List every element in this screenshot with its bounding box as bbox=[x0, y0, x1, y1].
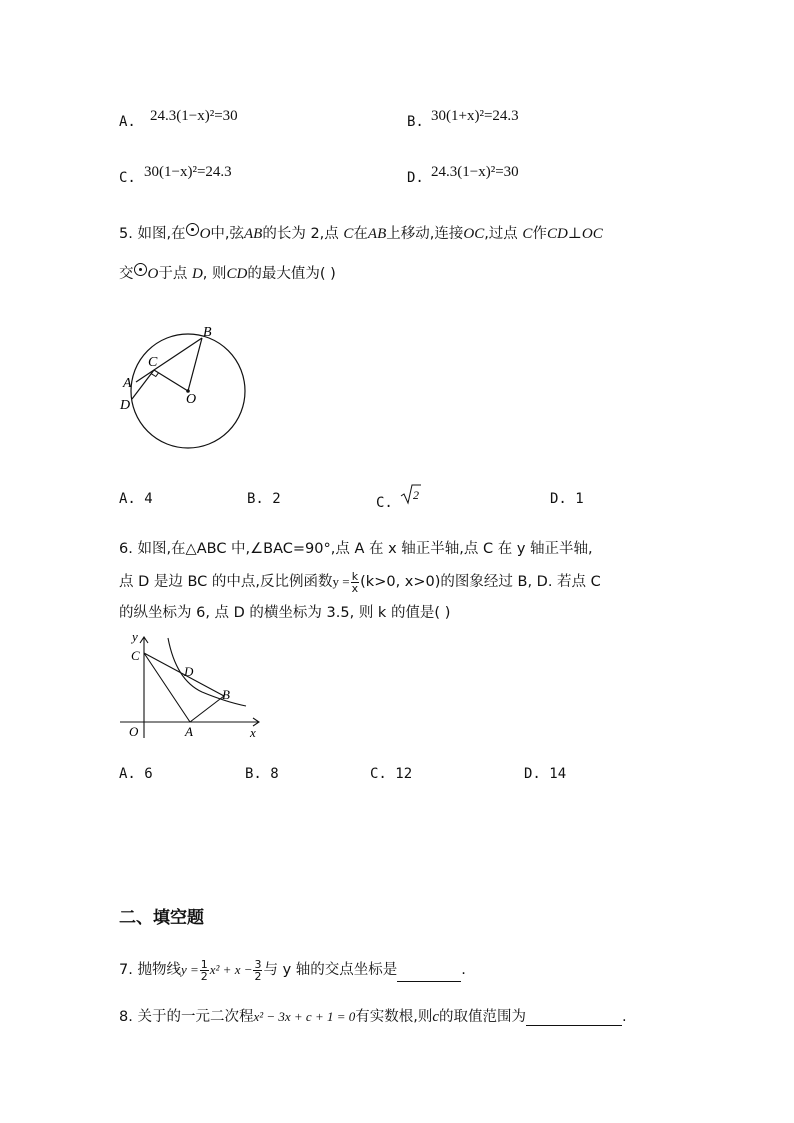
q7-y-eq: y = bbox=[180, 962, 199, 977]
q5-text: 交 bbox=[119, 266, 134, 282]
q4-option-d-label: D. bbox=[407, 170, 424, 186]
circle-dot-symbol bbox=[134, 263, 147, 276]
q7-period: . bbox=[461, 962, 466, 978]
q5-text: , 则 bbox=[202, 266, 227, 282]
q6-label-d: D bbox=[184, 664, 194, 679]
sqrt-symbol bbox=[400, 483, 422, 505]
q4-option-b-label: B. bbox=[407, 114, 424, 130]
q6-line1: 6. 如图,在△ABC 中,∠BAC=90°,点 A 在 x 轴正半轴,点 C 在 y 轴正半轴, bbox=[119, 541, 593, 557]
q5-cd-perp-oc: CD⊥OC bbox=[546, 226, 603, 242]
q7-text: 7. 抛物线 bbox=[119, 962, 181, 978]
q4-option-d-expr: 24.3(1−x)²=30 bbox=[431, 164, 519, 180]
q5-c: C bbox=[522, 226, 533, 242]
q8-period: . bbox=[622, 1009, 627, 1025]
q8-text: 的取值范围为 bbox=[439, 1009, 527, 1025]
q6-label-a: A bbox=[185, 724, 193, 739]
q8-text: 有实数根,则 bbox=[355, 1009, 433, 1025]
q6-fraction-k-over-x bbox=[351, 571, 360, 594]
q6-label-o: O bbox=[129, 724, 139, 739]
q5-circle-o: O bbox=[199, 226, 211, 242]
q4-option-a-label: A. bbox=[119, 114, 136, 130]
q5-cd: CD bbox=[226, 266, 248, 282]
q5-label-a: A bbox=[123, 376, 132, 391]
q7-line bbox=[119, 958, 466, 982]
q5-text: 的长为 2,点 bbox=[262, 226, 344, 242]
q6-line3: 的纵坐标为 6, 点 D 的横坐标为 3.5, 则 k 的值是( ) bbox=[119, 605, 451, 621]
q6-label-x: x bbox=[250, 725, 256, 740]
q5-circle-figure bbox=[110, 318, 260, 458]
q7-frac1-den: 2 bbox=[200, 969, 208, 983]
q6-frac-num: k bbox=[351, 569, 359, 583]
q5-label-d: D bbox=[120, 398, 131, 413]
q5-text: 于点 bbox=[158, 266, 192, 282]
q6-label-c: C bbox=[131, 648, 140, 663]
q7-fraction-half bbox=[200, 959, 209, 982]
q6-option-a: A. 6 bbox=[119, 766, 153, 782]
q4-option-b-expr: 30(1+x)²=24.3 bbox=[431, 108, 519, 124]
q6-option-c: C. 12 bbox=[370, 766, 413, 782]
q5-option-c-label: C. bbox=[376, 495, 393, 511]
q7-frac2-den: 2 bbox=[254, 969, 262, 983]
q5-ab: AB bbox=[367, 226, 387, 242]
q5-line2 bbox=[119, 262, 336, 283]
circle-dot-symbol bbox=[186, 223, 199, 236]
q5-option-d: D. 1 bbox=[550, 491, 584, 507]
q5-right-angle-mark bbox=[151, 373, 158, 377]
q5-label-o: O bbox=[186, 392, 197, 407]
q5-option-a: A. 4 bbox=[119, 491, 153, 507]
q6-segment-ab bbox=[190, 696, 224, 722]
q5-oc: OC bbox=[463, 226, 485, 242]
q5-d: D bbox=[191, 266, 203, 282]
q5-segment-cd bbox=[132, 370, 154, 399]
q6-label-y: y bbox=[132, 630, 138, 644]
q5-text: 如图,在 bbox=[137, 226, 186, 242]
q5-c: C bbox=[343, 226, 354, 242]
section-heading: 二、填空题 bbox=[119, 908, 204, 928]
sqrt-radicand: 2 bbox=[413, 488, 419, 502]
q6-coordinate-figure bbox=[118, 630, 268, 742]
q5-label-c: C bbox=[148, 355, 158, 370]
q6-option-d: D. 14 bbox=[524, 766, 567, 782]
q4-option-c-label: C. bbox=[119, 170, 136, 186]
q4-option-c-expr: 30(1−x)²=24.3 bbox=[144, 164, 232, 180]
q5-text: 上移动,连接 bbox=[386, 226, 464, 242]
q6-option-b: B. 8 bbox=[245, 766, 279, 782]
q8-equation: x² − 3x + c + 1 = 0 bbox=[253, 1009, 356, 1024]
q5-text: 作 bbox=[532, 226, 547, 242]
q5-label-b: B bbox=[203, 325, 212, 340]
q5-line1 bbox=[119, 222, 603, 243]
q7-answer-blank[interactable] bbox=[397, 980, 461, 982]
q5-ab: AB bbox=[244, 226, 263, 242]
q6-text: 点 D 是边 BC 的中点,反比例函数 bbox=[119, 574, 333, 590]
q6-frac-den: x bbox=[351, 581, 359, 595]
q6-text: (k>0, x>0)的图象经过 B, D. 若点 C bbox=[360, 574, 601, 590]
q7-text: 与 y 轴的交点坐标是 bbox=[263, 962, 398, 978]
q5-text: 中,弦 bbox=[210, 226, 245, 242]
q6-y-eq: y = bbox=[332, 574, 350, 589]
q6-label-b: B bbox=[222, 687, 230, 702]
q8-line bbox=[119, 1005, 627, 1026]
q8-answer-blank[interactable] bbox=[526, 1024, 622, 1026]
q5-text: 在 bbox=[353, 226, 368, 242]
q6-line2 bbox=[119, 570, 601, 594]
q7-fraction-three-halves bbox=[253, 959, 262, 982]
q5-text: ,过点 bbox=[484, 226, 523, 242]
q5-number: 5. bbox=[119, 226, 133, 242]
q5-circle-o: O bbox=[147, 266, 159, 282]
q5-option-b: B. 2 bbox=[247, 491, 281, 507]
q8-text: 8. 关于的一元二次程 bbox=[119, 1009, 254, 1025]
q4-option-a-expr: 24.3(1−x)²=30 bbox=[150, 108, 238, 124]
q5-segment-oc bbox=[154, 370, 188, 391]
q8-c: c bbox=[432, 1009, 440, 1025]
q7-mid-expr: x² + x − bbox=[209, 962, 253, 977]
q7-frac2-num: 3 bbox=[254, 957, 262, 971]
q7-frac1-num: 1 bbox=[200, 957, 208, 971]
q5-text: 的最大值为( ) bbox=[247, 266, 336, 282]
